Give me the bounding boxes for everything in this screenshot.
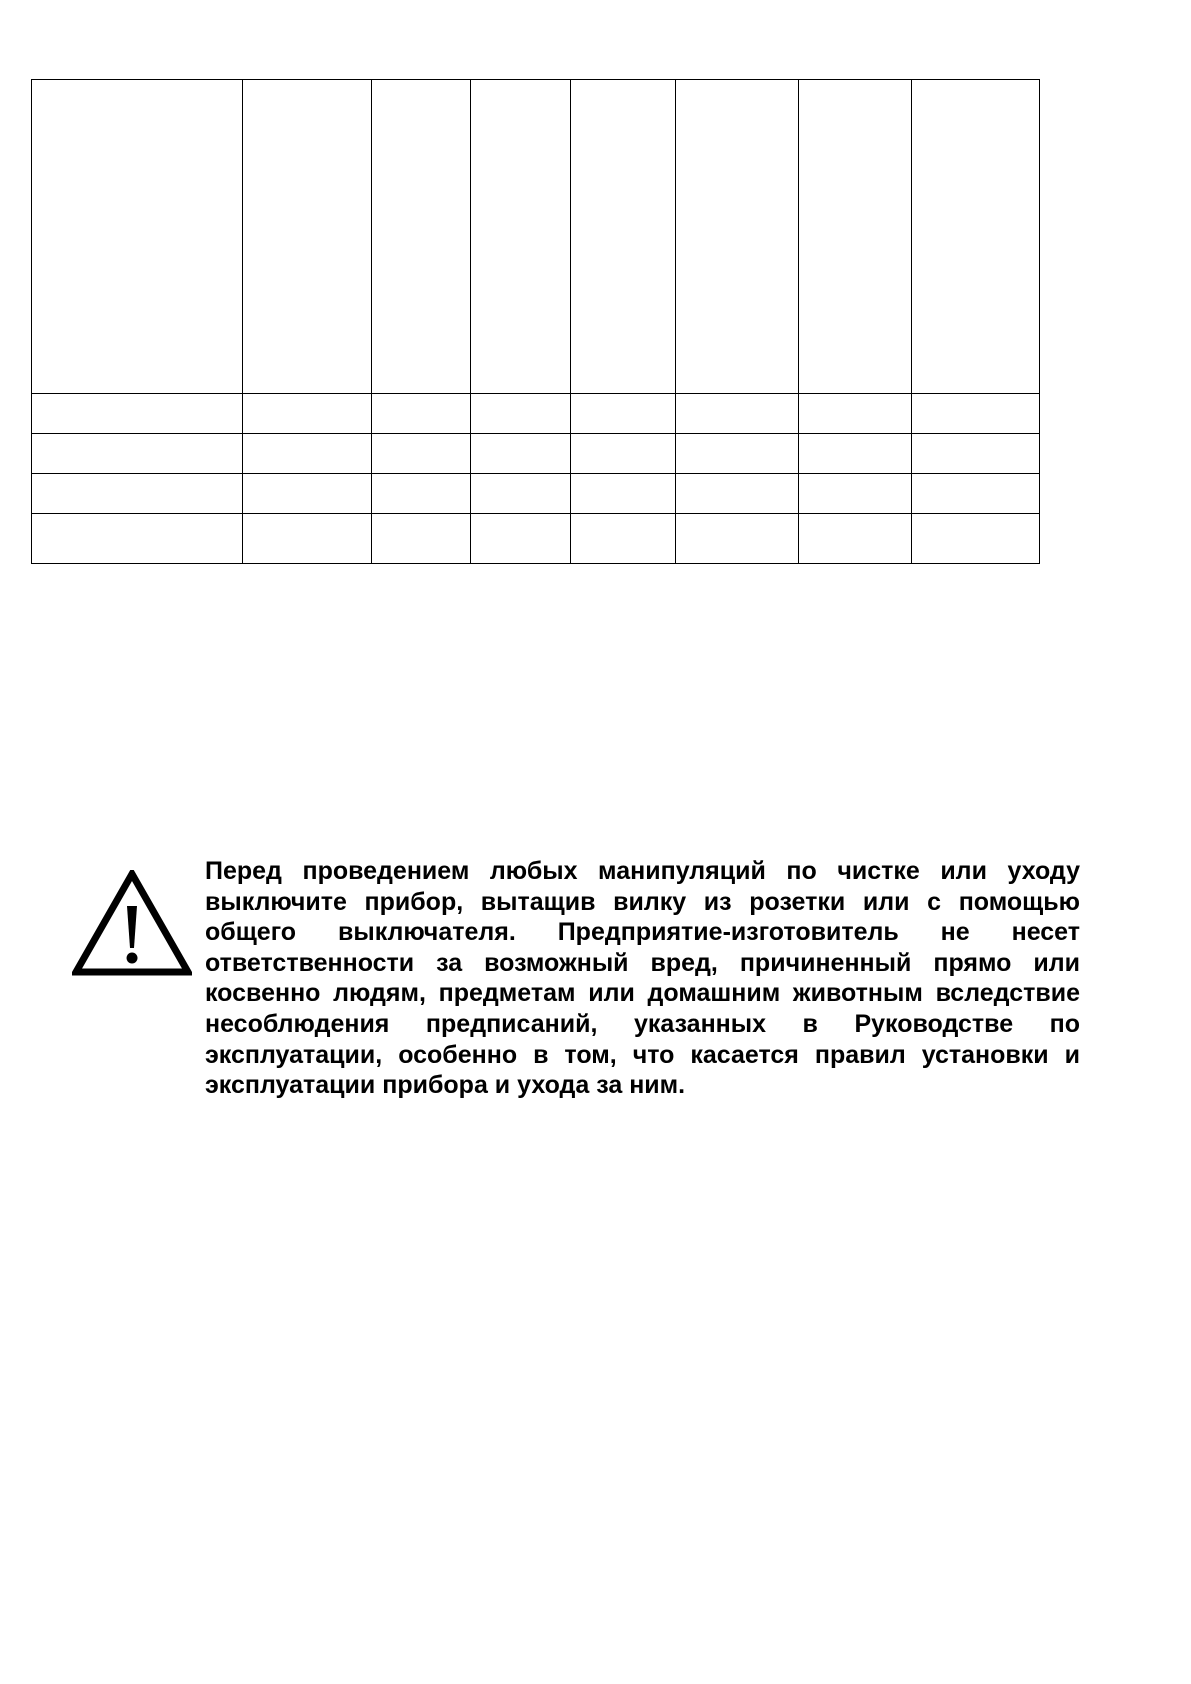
empty-table	[31, 79, 1040, 564]
column-divider	[470, 80, 471, 563]
column-divider	[911, 80, 912, 563]
column-divider	[798, 80, 799, 563]
column-divider	[570, 80, 571, 563]
column-divider	[675, 80, 676, 563]
column-divider	[242, 80, 243, 563]
row-divider	[32, 513, 1039, 514]
warning-triangle-icon	[72, 870, 192, 976]
warning-paragraph: Перед проведением любых манипуляций по чистке или уходу выключите прибор, вытащив вилку из розетки или с помощью общего выключателя. Предприятие-изготовитель не несет ответственности за возможный вред, причиненный прямо или косвенно людям, предметам или домашним животным вследствие несоблюдения предписаний, указанных в Руководстве по эксплуатации, особенно в том, что касается правил установки и эксплуатации прибора и ухода за ним.	[205, 857, 1080, 1100]
row-divider	[32, 433, 1039, 434]
row-divider	[32, 473, 1039, 474]
column-divider	[371, 80, 372, 563]
row-divider	[32, 393, 1039, 394]
